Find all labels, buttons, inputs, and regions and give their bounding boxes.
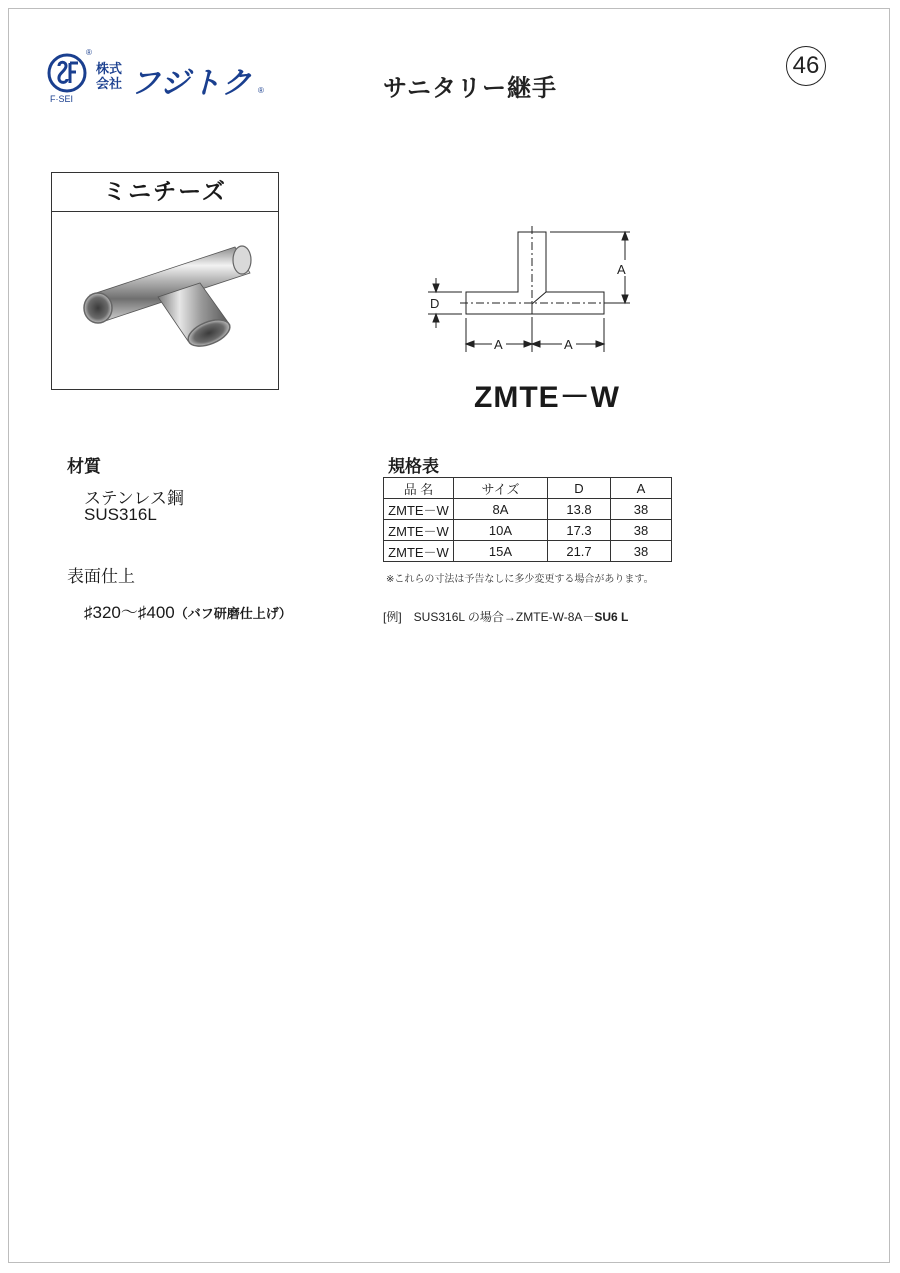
logo-kaisha-text: 株式会社: [96, 62, 123, 92]
finish-value: ♯320～♯400: [84, 603, 175, 622]
col-header-d: D: [548, 478, 611, 499]
cell-d: 17.3: [548, 520, 611, 541]
cell-size: 10A: [454, 520, 548, 541]
col-header-a: A: [611, 478, 672, 499]
material-line-1: ステンレス鋼: [84, 489, 184, 509]
finish-heading: 表面仕上: [67, 567, 135, 587]
dim-label-a-right: A: [564, 337, 573, 352]
dim-label-a-left: A: [494, 337, 503, 352]
page-title: サニタリー継手: [383, 74, 558, 102]
finish-note: （バフ研磨仕上げ）: [174, 607, 292, 622]
cell-a: 38: [611, 499, 672, 520]
company-logo: [46, 48, 276, 108]
example-suffix: SU6 L: [594, 610, 629, 624]
product-box: [51, 172, 279, 390]
registered-mark: ®: [86, 48, 92, 57]
dim-label-d: D: [430, 296, 440, 311]
order-example: [383, 608, 628, 625]
material-heading: 材質: [67, 457, 101, 477]
spec-heading: 規格表: [388, 457, 439, 477]
page-number: 46: [786, 46, 826, 86]
dimension-drawing: [420, 222, 650, 362]
spec-note: ※これらの寸法は予告なしに多少変更する場合があります。: [386, 574, 654, 585]
cell-d: 21.7: [548, 541, 611, 562]
col-header-name: 品 名: [384, 478, 454, 499]
cell-a: 38: [611, 541, 672, 562]
table-header-row: [384, 478, 672, 499]
product-name: ミニチーズ: [52, 173, 278, 212]
example-prefix: [例] SUS316L の場合→ZMTE-W-8A－: [383, 610, 595, 624]
tee-fitting-photo: [60, 217, 270, 383]
registered-mark-2: ®: [258, 86, 264, 95]
cell-a: 38: [611, 520, 672, 541]
material-line-2: SUS316L: [84, 505, 157, 524]
logo-company-name: フジトク: [130, 66, 253, 101]
model-number: ZMTE－W: [474, 381, 620, 414]
dim-label-a-vertical: A: [617, 262, 626, 277]
table-row: [384, 520, 672, 541]
cell-d: 13.8: [548, 499, 611, 520]
finish-value-row: [84, 598, 292, 623]
cell-size: 15A: [454, 541, 548, 562]
table-row: [384, 541, 672, 562]
cell-size: 8A: [454, 499, 548, 520]
fsei-logo-icon: [46, 52, 88, 94]
col-header-size: サイズ: [454, 478, 548, 499]
spec-table: [383, 477, 672, 562]
table-row: [384, 499, 672, 520]
cell-name: ZMTE－W: [384, 520, 454, 541]
cell-name: ZMTE－W: [384, 541, 454, 562]
cell-name: ZMTE－W: [384, 499, 454, 520]
logo-subtext: F·SEI: [50, 94, 74, 104]
